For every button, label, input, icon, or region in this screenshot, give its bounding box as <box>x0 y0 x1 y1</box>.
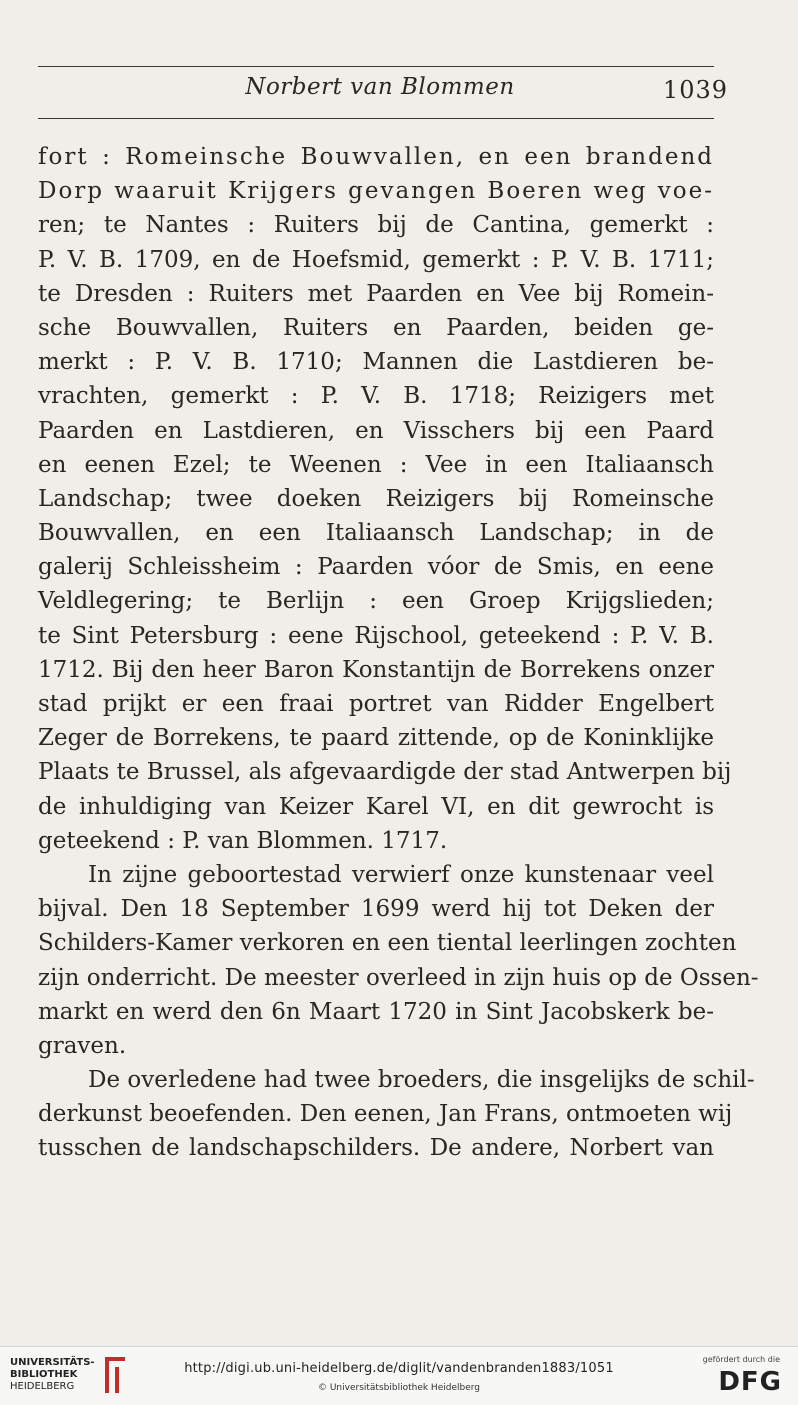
funder-caption: gefördert durch die <box>702 1355 780 1364</box>
text-line: sche Bouwvallen, Ruiters en Paarden, beiden ge- <box>38 314 714 341</box>
text-line: Schilders-Kamer verkoren en een tiental leerlingen zochten <box>38 930 737 957</box>
running-title: Norbert van Blommen <box>245 74 515 100</box>
text-line: Plaats te Brussel, als afgevaardigde der stad Antwerpen bij <box>38 759 732 786</box>
text-line: 1712. Bij den heer Baron Konstantijn de Borrekens onzer <box>38 656 714 683</box>
copyright-notice: © Universitätsbibliothek Heidelberg <box>317 1383 480 1393</box>
text-line: zijn onderricht. De meester overleed in zijn huis op de Ossen- <box>38 964 759 991</box>
text-line: vrachten, gemerkt : P. V. B. 1718; Reizigers met <box>38 383 714 410</box>
text-line: geteekend : P. van Blommen. 1717. <box>38 827 448 854</box>
header-bottom-rule <box>38 118 714 119</box>
text-line: Landschap; twee doeken Reizigers bij Romeinsche <box>38 485 714 512</box>
text-line: De overledene had twee broeders, die insgelijks de schil- <box>88 1067 755 1094</box>
library-name-line2: BIBLIOTHEK <box>10 1369 78 1380</box>
text-line: P. V. B. 1709, en de Hoefsmid, gemerkt : P. V. B. 1711; <box>38 246 714 273</box>
text-line: tusschen de landschapschilders. De andere, Norbert van <box>38 1135 714 1162</box>
library-name-line1: UNIVERSITÄTS- <box>10 1357 95 1368</box>
header-top-rule <box>38 66 714 67</box>
text-line: derkunst beoefenden. Den eenen, Jan Frans, ontmoeten wij <box>38 1101 733 1128</box>
text-line: te Dresden : Ruiters met Paarden en Vee bij Romein- <box>38 280 714 307</box>
text-line: en eenen Ezel; te Weenen : Vee in een Italiaansch <box>38 451 714 478</box>
text-line: Paarden en Lastdieren, en Visschers bij een Paard <box>38 417 714 444</box>
text-line: In zijne geboortestad verwierf onze kunstenaar veel <box>88 861 714 888</box>
text-line: galerij Schleissheim : Paarden vóor de Smis, en eene <box>38 554 714 581</box>
page-number: 1039 <box>662 76 728 104</box>
text-line: Zeger de Borrekens, te paard zittende, op de Koninklijke <box>38 725 714 752</box>
text-line: merkt : P. V. B. 1710; Mannen die Lastdieren be- <box>38 349 714 376</box>
text-line: fort : Romeinsche Bouwvallen, en een brandend <box>38 144 714 170</box>
text-line: bijval. Den 18 September 1699 werd hij tot Deken der <box>38 896 714 923</box>
text-line: Bouwvallen, en een Italiaansch Landschap; in de <box>38 520 714 547</box>
dfg-logo[interactable]: DFG <box>718 1367 782 1397</box>
text-line: ren; te Nantes : Ruiters bij de Cantina, gemerkt : <box>38 212 714 239</box>
text-line: Dorp waaruit Krijgers gevangen Boeren weg voe- <box>38 178 714 205</box>
permalink-url[interactable]: http://digi.ub.uni-heidelberg.de/diglit/vandenbranden1883/1051 <box>184 1361 614 1376</box>
text-line: graven. <box>38 1032 127 1059</box>
text-line: te Sint Petersburg : eene Rijschool, geteekend : P. V. B. <box>38 622 714 649</box>
body-text <box>38 140 759 1166</box>
viewer-footer <box>0 1346 798 1405</box>
text-line: de inhuldiging van Keizer Karel VI, en dit gewrocht is <box>38 793 714 820</box>
text-line: Veldlegering; te Berlijn : een Groep Krijgslieden; <box>38 588 714 615</box>
text-line: markt en werd den 6n Maart 1720 in Sint Jacobskerk be- <box>38 998 714 1025</box>
text-line: stad prijkt er een fraai portret van Ridder Engelbert <box>38 691 714 717</box>
library-name-line3: HEIDELBERG <box>10 1381 75 1392</box>
